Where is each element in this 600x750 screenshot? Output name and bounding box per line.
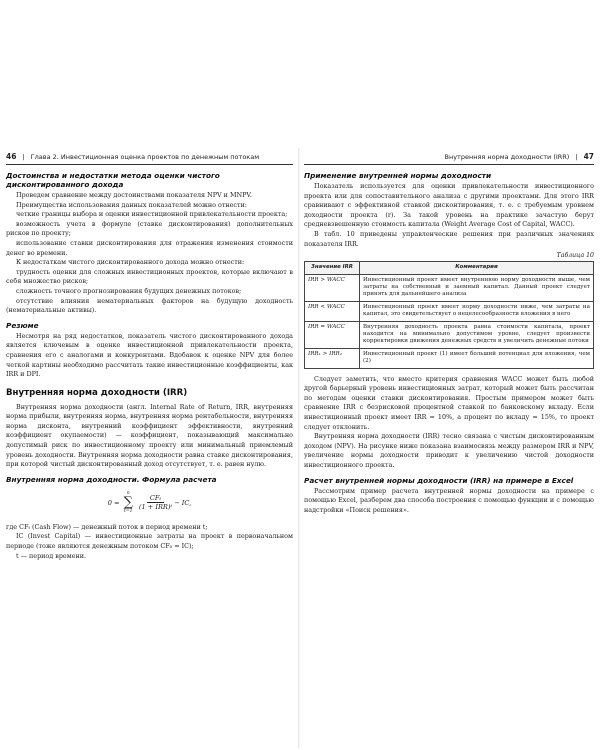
paragraph: Внутренняя норма доходности (IRR) тесно связана с чистым дисконтированным доходом (NPV). На рисунке ниже показана взаимосвязь между размером IRR и NPV, увеличение нормы доходности приводит к увеличению чистой доходности инвестиционного проекта. (304, 432, 594, 469)
section-heading-advantages: Достоинства и недостатки метода оценки чистого дисконтированного дохода (6, 171, 220, 189)
page-number-left: 46 (6, 152, 17, 161)
paragraph: Несмотря на ряд недостатков, показатель чистого дисконтированного дохода является ключевым в оценке инвестиционной привлекательности проекта, сравнения его с аналогами и конкурентами. Вдобавок к оценке NPV для более четкой картины необходимо рассчитать такие инвестиционные коэффициенты, как IRR и DPI. (6, 331, 293, 379)
section-heading-resume: Резюме (6, 320, 39, 330)
fraction (139, 494, 172, 511)
list-item: четкие границы выбора и оценки инвестиционной привлекательности проекта; (16, 210, 288, 219)
paragraph: К недостаткам чистого дисконтированного дохода можно отнести: (16, 258, 245, 267)
table-row (305, 321, 594, 348)
section-heading-application: Применение внутренней нормы доходности (304, 171, 492, 180)
paragraph: Преимущества использования данных показателей можно отнести: (16, 200, 247, 209)
table-header: Значение IRR (305, 262, 360, 274)
fraction-numerator: CFₜ (147, 494, 164, 503)
table-cell: IRR < WACC (305, 301, 360, 321)
running-head-right: Внутренняя норма доходности (IRR) | 47 (304, 150, 594, 165)
irr-formula (6, 488, 293, 518)
sum-symbol: ∑ (123, 494, 133, 510)
list-item: сложность точного прогнозирования будущих денежных потоков; (16, 286, 242, 295)
list-item: возможность учета в формуле (ставке дисконтирования) дополнительных рисков по проекту; (6, 219, 293, 238)
paragraph: Проведем сравнение между достоинствами показателя NPV и MNPV. (16, 191, 252, 199)
table-cell: Инвестиционный проект имеет внутреннюю норму доходности выше, чем затраты на собственный и заемный капитал. Данный проект следует принять для дальнейшего анализа (360, 274, 594, 301)
table-header-row (305, 262, 594, 274)
left-page (6, 150, 293, 750)
legend-item: t — период времени. (16, 551, 87, 560)
table-cell: Инвестиционный проект имеет норму доходности ниже, чем затраты на капитал, это свидетельствует о нецелесообразности вложения в него (360, 301, 594, 321)
running-head-left: 46 | Глава 2. Инвестиционная оценка проектов по денежным потокам (6, 150, 293, 165)
paragraph: Показатель используется для оценки привлекательности инвестиционного проекта или для сопоставительного анализа с другими проектами. Для этого IRR сравнивают с эффективной ставкой дисконтирования, т. е. с требуемым уровнем доходности проекта (r). За такой уровень на практике зачастую берут средневзвешенную стоимость капитала (Weight Average Cost of Capital, WACC). (304, 182, 594, 229)
table-row (305, 274, 594, 301)
table-row (305, 301, 594, 321)
fraction-denominator: (1 + IRR)ᵗ (138, 503, 173, 512)
legend-item: где CFₜ (Cash Flow) — денежный поток в период времени t; (6, 522, 208, 531)
section-heading-formula: Внутренняя норма доходности. Формула расчета (6, 474, 217, 484)
paragraph: Следует заметить, что вместо критерия сравнения WACC может быть любой другой барьерный уровень инвестиционных затрат, который может быть рассчитан по методам оценки ставки дисконтирования. Простым примером может быть сравнение IRR с безрисковой процентной ставкой по банковскому вкладу. Если инвестиционный проект имеет IRR = 10%, а процент по вкладу = 15%, то проект следует отклонить. (304, 374, 594, 431)
formula-lhs: 0 = (107, 498, 120, 507)
section-heading-excel: Расчет внутренней нормы доходности (IRR) на примере в Excel (304, 475, 574, 485)
paragraph: Рассмотрим пример расчета внутренней нормы доходности на примере с помощью Excel, разберем два способа построения с помощью функции и с помощью надстройки «Поиск решения». (304, 486, 594, 514)
sum-upper-limit: n (126, 490, 130, 496)
list-item: отсутствие влияния нематериальных факторов на будущую доходность (нематериальные активы). (6, 296, 293, 315)
table-cell: Внутренняя доходность проекта равна стоимости капитала, проект находится на минимально допустимом уровне, следует произвести корректировки движения денежных средств и увеличить денежные потоки (360, 321, 594, 348)
page-number-right: 47 (583, 152, 594, 161)
right-page (304, 150, 594, 750)
table-cell: IRR > WACC (305, 274, 360, 301)
irr-decision-table (304, 261, 594, 368)
sum-lower-limit: t=1 (124, 508, 133, 514)
chapter-heading-irr: Внутренняя норма доходности (IRR) (6, 387, 188, 398)
table-header: Комментарии (360, 262, 594, 274)
running-head-text-right: Внутренняя норма доходности (IRR) (444, 153, 570, 161)
legend-item: IC (Invest Capital) — инвестиционные затраты на проект в первоначальном периоде (тоже являются денежным потоком CF₀ = IC); (6, 532, 293, 551)
table-cell: Инвестиционный проект (1) имеет больший потенциал для вложения, чем (2) (360, 348, 594, 368)
summation (124, 491, 133, 515)
table-caption: Таблица 10 (556, 252, 594, 260)
list-item: использование ставки дисконтирования для отражения изменения стоимости денег во времени. (6, 238, 293, 257)
paragraph: В табл. 10 приведены управленческие решения при различных значениях показателя IRR. (304, 229, 594, 248)
formula-tail: − IC, (174, 498, 192, 507)
table-cell: IRR₁ > IRR₂ (305, 348, 360, 368)
table-row (305, 348, 594, 368)
gutter-shadow (298, 148, 300, 748)
list-item: трудность оценки для сложных инвестиционных проектов, которые включают в себя множество рисков; (6, 267, 293, 286)
running-head-text-left: Глава 2. Инвестиционная оценка проектов по денежным потокам (30, 153, 260, 161)
paragraph: Внутренняя норма доходности (англ. Internal Rate of Return, IRR, внутренняя норма прибыли, внутренняя норма, внутренняя норма рентабельности, внутренняя норма дисконта, внутренний коэффициент эффективности, внутренний коэффициент окупаемости) — коэффициент, показывающий максимально допустимый риск по инвестиционному проекту или минимальный приемлемый уровень доходности. Внутренняя норма доходности равна ставке дисконтирования, при которой чистый дисконтированный доход отсутствует, т. е. равен нулю. (6, 402, 293, 469)
table-cell: IRR = WACC (305, 321, 360, 348)
